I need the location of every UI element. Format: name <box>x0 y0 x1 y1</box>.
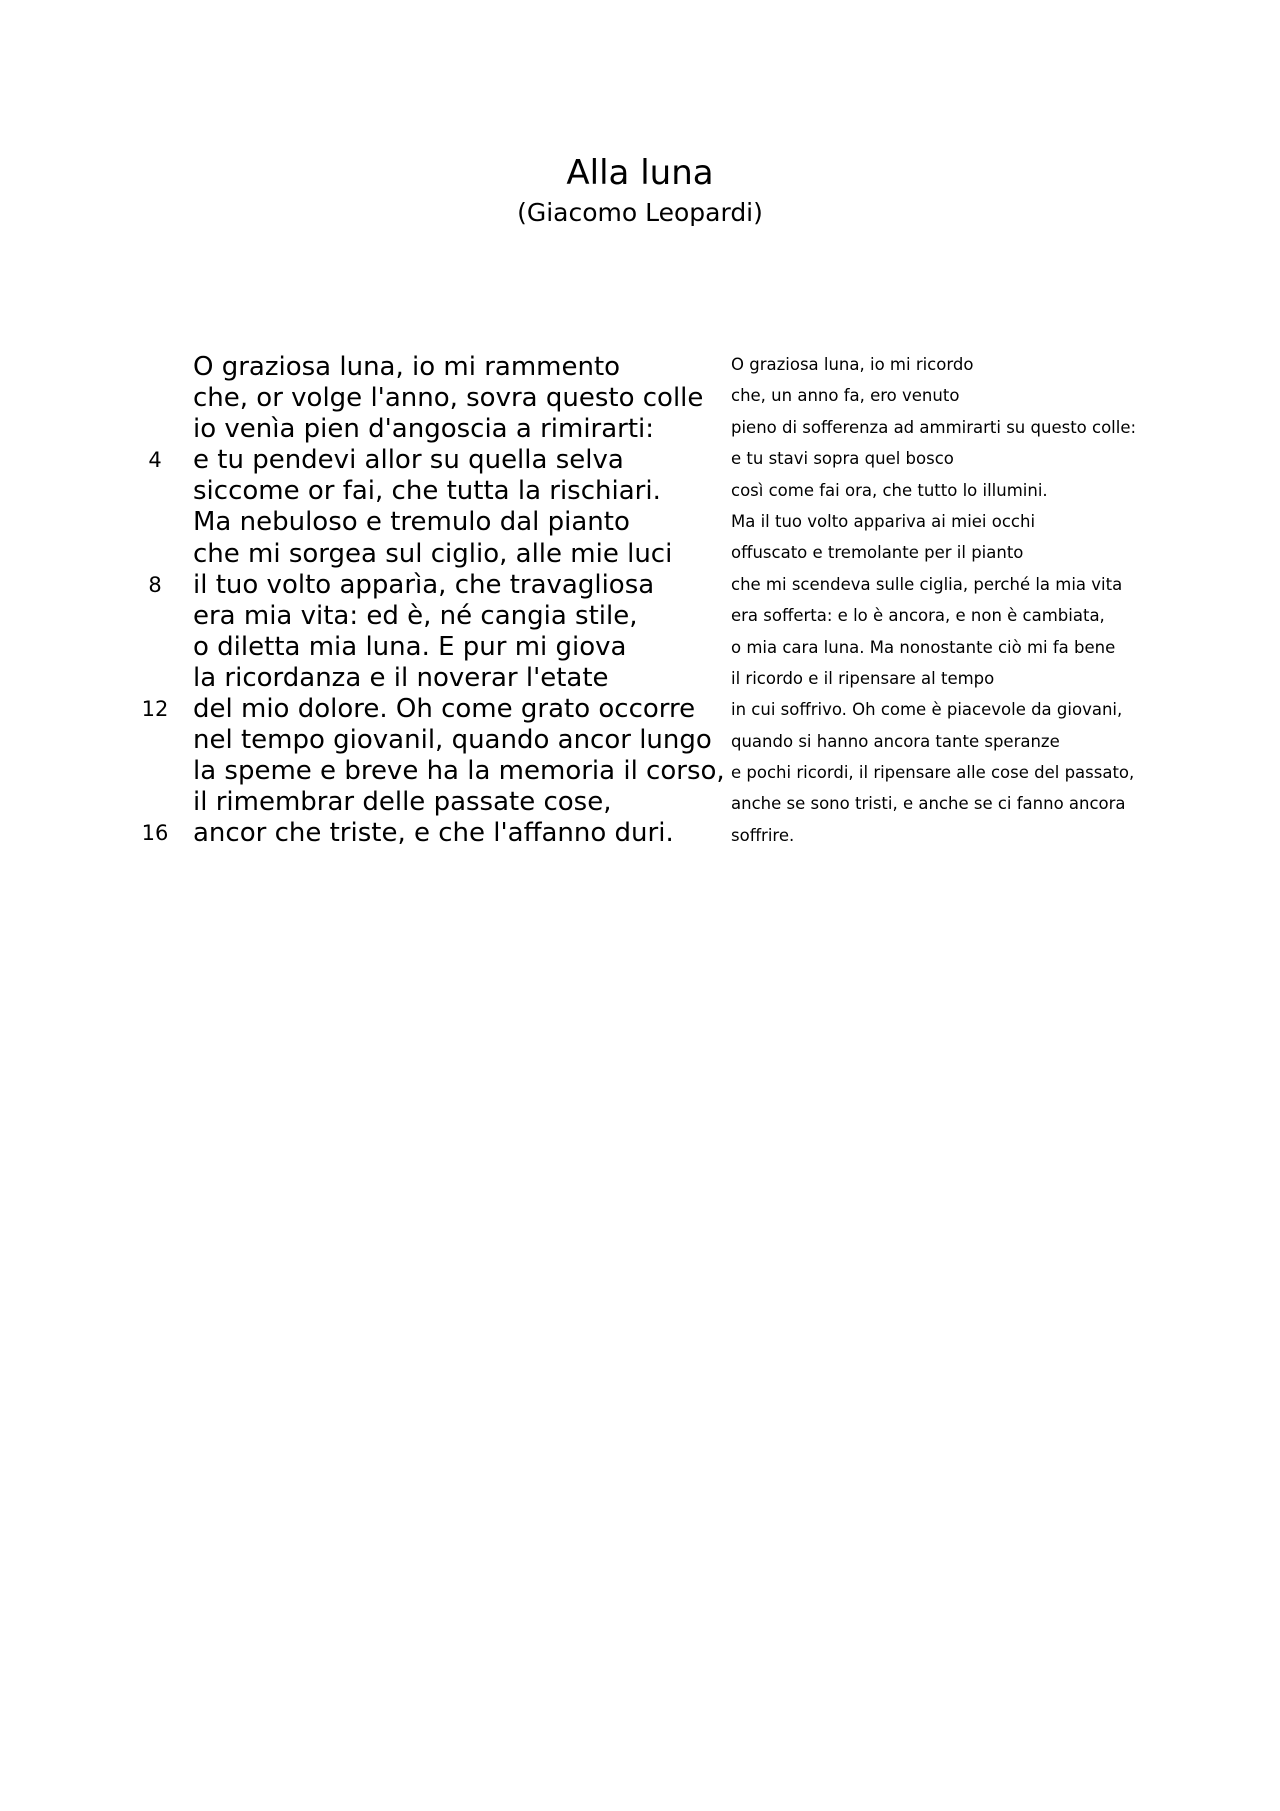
poem-line <box>140 476 700 507</box>
poem-line <box>140 601 700 632</box>
line-text: siccome or fai, che tutta la rischiari. <box>193 476 661 507</box>
poem-line <box>140 632 700 663</box>
translation-line: era sofferta: e lo è ancora, e non è cambiata, <box>731 606 1105 626</box>
line-text: era mia vita: ed è, né cangia stile, <box>193 600 638 631</box>
poem-title: Alla luna <box>566 153 714 193</box>
translation-line: così come fai ora, che tutto lo illumini. <box>731 480 1048 500</box>
poem-line <box>140 787 700 818</box>
translation-line: in cui soffrivo. Oh come è piacevole da giovani, <box>731 700 1123 720</box>
line-number: 12 <box>141 697 169 722</box>
line-text: io venìa pien d'angoscia a rimirarti: <box>193 414 655 445</box>
poem-line <box>140 352 700 383</box>
poem-line <box>140 539 700 570</box>
poem-line <box>140 414 700 445</box>
line-text: O graziosa luna, io mi rammento <box>193 352 621 382</box>
translation-line: O graziosa luna, io mi ricordo <box>731 355 974 374</box>
line-text: il rimembrar delle passate cose, <box>193 787 612 818</box>
translation-line: offuscato e tremolante per il pianto <box>731 543 1024 563</box>
translation-line: il ricordo e il ripensare al tempo <box>731 668 995 688</box>
poem-line <box>140 725 712 756</box>
translation-line: pieno di sofferenza ad ammirarti su questo colle: <box>731 417 1137 437</box>
line-text: Ma nebuloso e tremulo dal pianto <box>193 507 630 538</box>
translation-line: o mia cara luna. Ma nonostante ciò mi fa bene <box>731 637 1116 657</box>
translation-line: quando si hanno ancora tante speranze <box>731 731 1060 751</box>
line-text: ancor che triste, e che l'affanno duri. <box>193 818 674 849</box>
translation-line: anche se sono tristi, e anche se ci fanno ancora <box>731 794 1126 814</box>
line-number: 8 <box>148 572 162 597</box>
line-text: che mi sorgea sul ciglio, alle mie luci <box>193 538 673 569</box>
translation-line: Ma il tuo volto appariva ai miei occhi <box>731 511 1036 531</box>
poem-line <box>140 445 700 476</box>
title-block <box>0 150 1280 230</box>
line-text: o diletta mia luna. E pur mi giova <box>193 631 627 662</box>
line-text: la ricordanza e il noverar l'etate <box>193 662 609 693</box>
poem-line <box>140 663 700 694</box>
poem-original <box>140 352 725 850</box>
translation-line: soffrire. <box>731 825 795 845</box>
poem-line <box>140 756 725 787</box>
translation-line: e tu stavi sopra quel bosco <box>731 449 954 469</box>
line-text: e tu pendevi allor su quella selva <box>193 445 624 476</box>
line-text: nel tempo giovanil, quando ancor lungo <box>193 725 712 756</box>
line-text: che, or volge l'anno, sovra questo colle <box>193 383 704 414</box>
translation-line: e pochi ricordi, il ripensare alle cose del passato, <box>731 763 1135 783</box>
poem-line <box>140 570 700 601</box>
poem-line <box>140 694 700 725</box>
poem-line <box>140 507 700 538</box>
line-number: 16 <box>141 821 169 846</box>
line-number: 4 <box>148 448 162 473</box>
poem-translation <box>731 349 1171 851</box>
line-text: del mio dolore. Oh come grato occorre <box>193 694 696 725</box>
poem-line <box>140 383 704 414</box>
poem-line <box>140 818 700 849</box>
translation-line: che, un anno fa, ero venuto <box>731 386 960 406</box>
line-text: la speme e breve ha la memoria il corso, <box>193 756 725 787</box>
poem-author: (Giacomo Leopardi) <box>517 198 763 227</box>
translation-line: che mi scendeva sulle ciglia, perché la mia vita <box>731 574 1123 594</box>
line-text: il tuo volto apparìa, che travagliosa <box>193 569 655 600</box>
